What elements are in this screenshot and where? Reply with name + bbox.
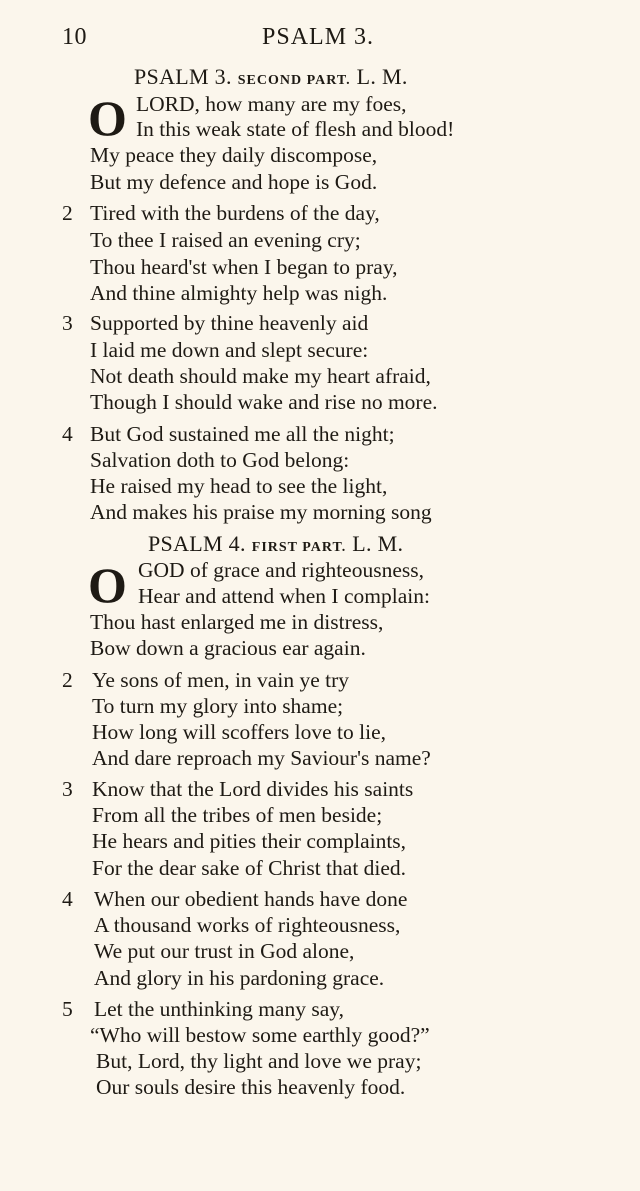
verse-line: Ye sons of men, in vain ye try	[92, 668, 349, 692]
verse-line: Tired with the burdens of the day,	[90, 201, 380, 225]
verse-line: A thousand works of righteousness,	[94, 913, 401, 937]
verse-line: He raised my head to see the light,	[90, 474, 388, 498]
page-number: 10	[62, 24, 87, 50]
verse-line: But, Lord, thy light and love we pray;	[96, 1049, 422, 1073]
verse-line: Our souls desire this heavenly food.	[96, 1075, 406, 1099]
verse-line: We put our trust in God alone,	[94, 939, 355, 963]
verse-line: Hear and attend when I complain:	[138, 584, 430, 608]
verse-line: Though I should wake and rise no more.	[90, 390, 438, 414]
verse-line: Know that the Lord divides his saints	[92, 777, 414, 801]
verse-line: And glory in his pardoning grace.	[94, 966, 385, 990]
verse-line: But my defence and hope is God.	[90, 170, 378, 194]
heading-meter: L. M.	[356, 64, 408, 89]
verse-line: LORD, how many are my foes,	[136, 92, 407, 116]
verse-line: In this weak state of flesh and blood!	[136, 117, 455, 141]
section-heading-psalm-4	[148, 531, 403, 557]
verse-line: And makes his praise my morning song	[90, 500, 432, 524]
verse-line: Supported by thine heavenly aid	[90, 311, 369, 335]
verse-line: When our obedient hands have done	[94, 887, 408, 911]
verse-line: He hears and pities their complaints,	[92, 829, 407, 853]
verse-line: For the dear sake of Christ that died.	[92, 856, 407, 880]
verse-line: Thou heard'st when I began to pray,	[90, 255, 398, 279]
verse-line: How long will scoffers love to lie,	[92, 720, 386, 744]
heading-psalm: PSALM 4.	[148, 531, 246, 556]
section-heading-psalm-3	[134, 64, 408, 90]
verse-line: GOD of grace and righteousness,	[138, 558, 424, 582]
verse-line: I laid me down and slept secure:	[90, 338, 369, 362]
heading-meter: L. M.	[352, 531, 404, 556]
heading-psalm: PSALM 3.	[134, 64, 232, 89]
verse-line: Salvation doth to God belong:	[90, 448, 350, 472]
verse-line: My peace they daily discompose,	[90, 143, 378, 167]
verse-line: Thou hast enlarged me in distress,	[90, 610, 384, 634]
verse-line: And dare reproach my Saviour's name?	[92, 746, 431, 770]
verse-line: To thee I raised an evening cry;	[90, 228, 361, 252]
verse-line: And thine almighty help was nigh.	[90, 281, 388, 305]
verse-line: “Who will bestow some earthly good?”	[90, 1023, 430, 1047]
verse-line: Not death should make my heart afraid,	[90, 364, 431, 388]
verse-line: But God sustained me all the night;	[90, 422, 395, 446]
stanza-number: 3	[62, 777, 73, 801]
verse-line: Let the unthinking many say,	[94, 997, 344, 1021]
stanza-number: 4	[62, 887, 73, 911]
drop-cap: O	[88, 557, 127, 613]
stanza-number: 5	[62, 997, 73, 1021]
verse-line: From all the tribes of men beside;	[92, 803, 383, 827]
running-head	[62, 24, 562, 58]
stanza-number: 3	[62, 311, 73, 335]
heading-part: FIRST PART.	[251, 540, 347, 555]
running-title: PSALM 3.	[262, 24, 375, 50]
drop-cap: O	[88, 90, 127, 146]
stanza-number: 4	[62, 422, 73, 446]
stanza-number: 2	[62, 201, 73, 225]
verse-line: Bow down a gracious ear again.	[90, 636, 366, 660]
heading-part: SECOND PART.	[237, 73, 351, 88]
verse-line: To turn my glory into shame;	[92, 694, 344, 718]
stanza-number: 2	[62, 668, 73, 692]
